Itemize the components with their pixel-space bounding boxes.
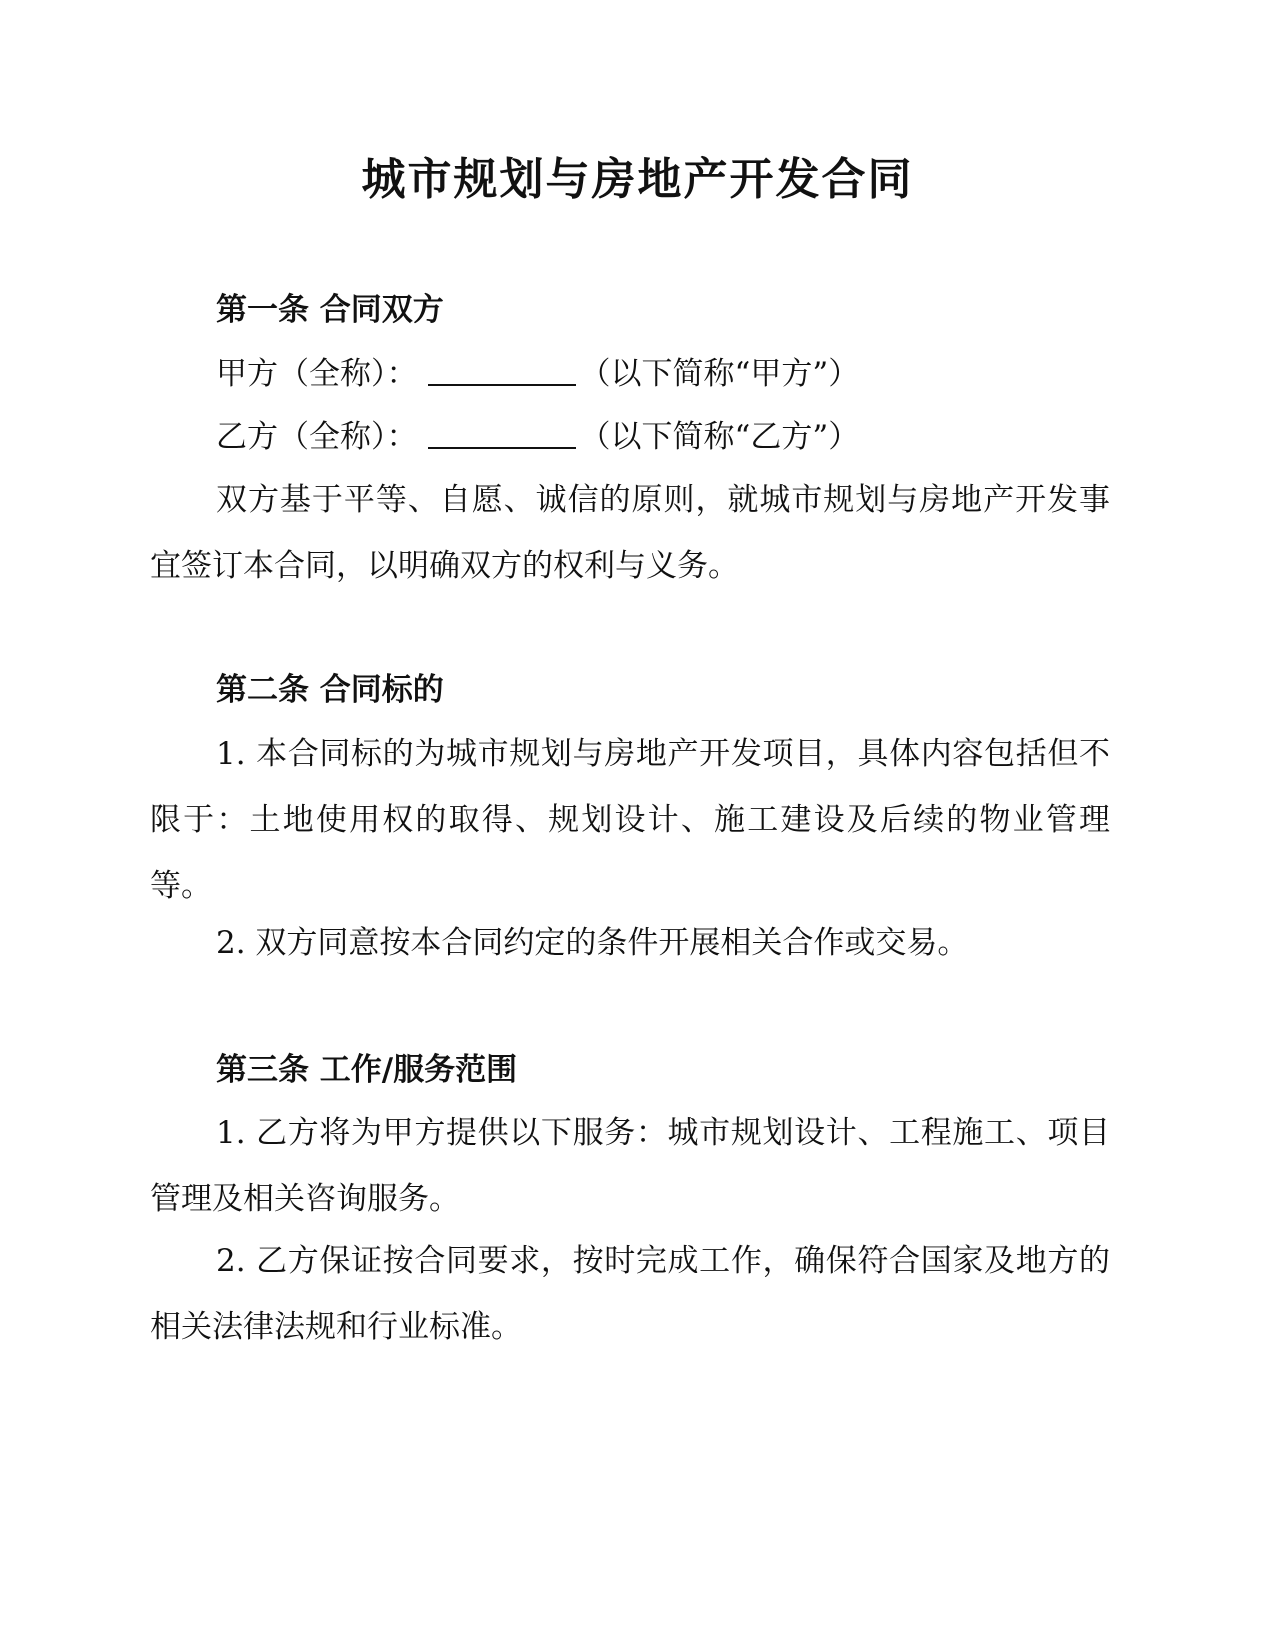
party-a-suffix: （以下简称“甲方”） <box>579 356 860 392</box>
article3-heading: 第三条 工作/服务范围 <box>216 1052 518 1088</box>
article2-item2: 2. 双方同意按本合同约定的条件开展相关合作或交易。 <box>216 925 969 961</box>
party-b-blank <box>428 415 576 449</box>
article2-heading: 第二条 合同标的 <box>216 672 444 708</box>
party-a-line <box>216 352 859 396</box>
party-b-suffix: （以下简称“乙方”） <box>579 419 860 455</box>
document-title: 城市规划与房地产开发合同 <box>361 154 914 205</box>
article3-item1: 1. 乙方将为甲方提供以下服务：城市规划设计、工程施工、项目管理及相关咨询服务。 <box>150 1115 1110 1217</box>
party-b-line <box>216 415 859 459</box>
article1-paragraph: 双方基于平等、自愿、诚信的原则，就城市规划与房地产开发事宜签订本合同，以明确双方的权利与义务。 <box>150 482 1110 584</box>
article2-item1: 1. 本合同标的为城市规划与房地产开发项目，具体内容包括但不限于：土地使用权的取得、规划设计、施工建设及后续的物业管理等。 <box>150 736 1110 904</box>
article1-heading: 第一条 合同双方 <box>216 292 444 328</box>
party-a-label: 甲方（全称）： <box>216 356 418 392</box>
party-a-blank <box>428 352 576 386</box>
article3-item2: 2. 乙方保证按合同要求，按时完成工作，确保符合国家及地方的相关法律法规和行业标准。 <box>150 1243 1110 1345</box>
party-b-label: 乙方（全称）： <box>216 419 418 455</box>
